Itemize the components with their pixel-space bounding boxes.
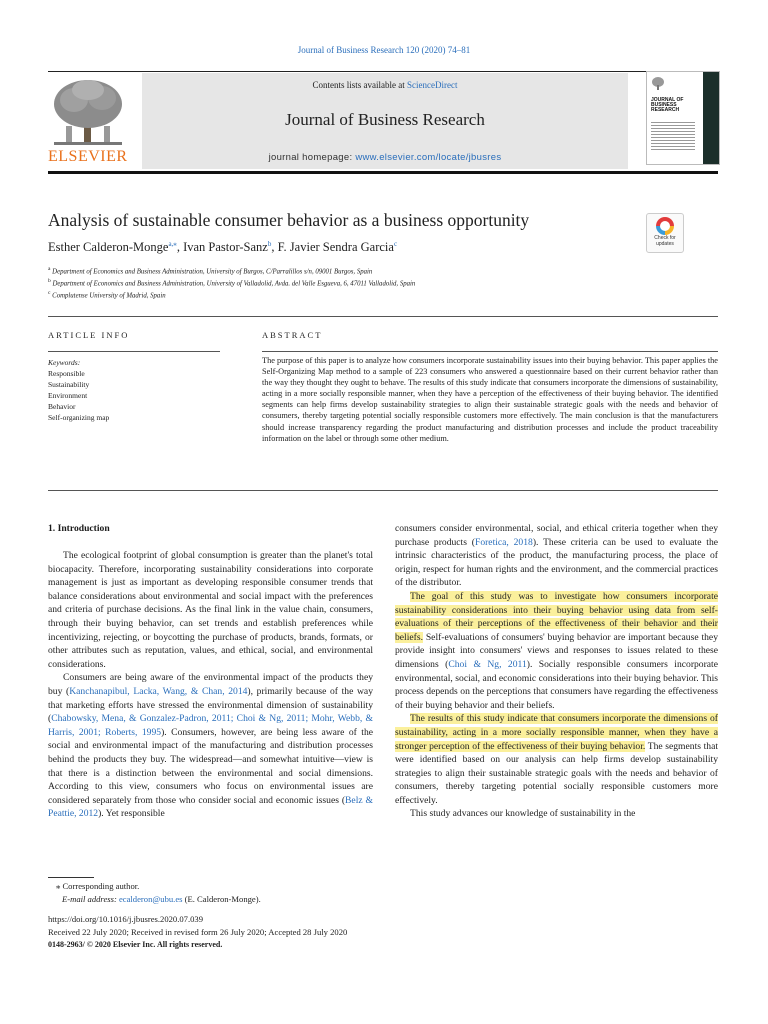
author-affiliation-marker[interactable]: b	[267, 240, 272, 248]
paragraph-text: Self-evaluations of consumers' buying behavior are important because they provide insight into consumers' views and responses to issues related to these dimensions (	[395, 631, 718, 670]
header-top-rule	[48, 71, 718, 72]
affiliation-marker: c	[48, 290, 51, 296]
author-affiliation-marker[interactable]: a,⁎	[168, 240, 177, 248]
citation-link[interactable]: Choi & Ng, 2011	[448, 658, 527, 670]
intro-paragraph-2	[48, 671, 373, 821]
author-list	[48, 240, 397, 255]
elsevier-wordmark: ELSEVIER	[48, 148, 128, 165]
check-updates-label: Check for updates	[654, 235, 676, 247]
section-heading-introduction: 1. Introduction	[48, 523, 110, 534]
body-left-column	[48, 549, 373, 821]
affiliation-marker: a	[48, 266, 51, 272]
check-for-updates-badge[interactable]	[646, 213, 684, 253]
citation-link[interactable]: Chabowsky, Mena, & Gonzalez-Padron, 2011; Choi & Ng, 2011; Mohr, Webb, & Harris, 2001; Roberts, 1995	[48, 713, 373, 738]
cover-tree-icon	[651, 76, 665, 90]
affiliation-marker: b	[48, 278, 51, 284]
citation-link[interactable]: Kanchanapibul, Lacka, Wang, & Chan, 2014	[69, 685, 248, 697]
keyword-item: Responsible	[48, 369, 85, 378]
check-updates-icon-center	[660, 221, 670, 231]
cover-stripe	[703, 72, 719, 164]
email-suffix: (E. Calderon-Monge).	[182, 894, 261, 904]
copyright-line: 0148-2963/ © 2020 Elsevier Inc. All rights reserved.	[48, 940, 223, 949]
email-label: E-mail address:	[62, 894, 119, 904]
journal-citation-link[interactable]: Journal of Business Research 120 (2020) 74–81	[297, 45, 471, 55]
abstract-bottom-rule	[48, 490, 718, 491]
corresponding-author-note: ⁎ Corresponding author.	[56, 881, 140, 891]
keyword-item: Sustainability	[48, 380, 90, 389]
intro-paragraph-5	[395, 712, 718, 807]
abstract-rule	[262, 351, 718, 352]
contents-line	[142, 80, 628, 90]
author-name[interactable]: , F. Javier Sendra Garcia	[271, 240, 394, 255]
info-top-rule	[48, 316, 718, 317]
intro-paragraph-6: This study advances our knowledge of sustainability in the	[410, 808, 636, 820]
email-link[interactable]: ecalderon@ubu.es	[118, 894, 183, 904]
paragraph-text: Consumers are being aware of the environmental impact of the products they buy (	[48, 672, 373, 697]
highlighted-text[interactable]: The results of this study indicate that consumers incorporate the dimensions of sustainability, acting in a more socially responsible manner, when they have a stronger perception of the effectiveness of their buying behavior.	[395, 713, 718, 752]
received-dates: Received 22 July 2020; Received in revised form 26 July 2020; Accepted 28 July 2020	[48, 927, 348, 937]
paragraph-text: consumers consider environmental, social, and ethical criteria together when they purchase products (	[395, 523, 718, 548]
elsevier-tree-logo	[48, 76, 128, 148]
affiliation-text: Complutense University of Madrid, Spain	[52, 292, 166, 300]
journal-cover-thumbnail[interactable]	[646, 71, 720, 165]
paragraph-text: ). Consumers, however, are being less aware of the social and environmental impact of the manufacturing and distribution processes behind the products they buy. The widespread—and somewhat intuitive—view is that there is a distinction between the environmental and social dimensions. According to this view, consumers who focus on environmental issues are considered separately from those who consider social and economic issues (	[48, 726, 374, 806]
contents-prefix: Contents lists available at	[312, 80, 407, 90]
paragraph-text: The segments that were identified based on our analysis can help firms develop sustainability strategies to align their sustainable strategic goals with the needs and behavior of consumers, thereby targeting potential socially responsible customers more effectively.	[395, 740, 718, 806]
body-right-column	[395, 522, 718, 821]
author-name[interactable]: Esther Calderon-Monge	[48, 240, 169, 255]
article-info-heading: ARTICLE INFO	[48, 330, 130, 340]
intro-paragraph-1: The ecological footprint of global consumption is greater than the planet's total biocapacity. Therefore, incorporating sustainability considerations into corporate management is just as important as developing responsible consumer trends that balance considerations about environmental and social impact with the preferences and criteria of purchase decisions. As the final link in the value chain, consumers, through their buying behavior, can set trends and establish preferences while incentivizing, rejecting, or boycotting the purchase of products, brands, formats, or other attributes such as reputation, values, and ethical, social, and environmental considerations.	[48, 550, 373, 670]
cover-text-lines	[651, 120, 695, 152]
affiliation-c	[48, 290, 166, 299]
keyword-item: Self-organizing map	[48, 413, 110, 422]
citation-link[interactable]: Foretica, 2018	[474, 536, 533, 548]
sciencedirect-link[interactable]: ScienceDirect	[407, 80, 458, 90]
homepage-link[interactable]: www.elsevier.com/locate/jbusres	[355, 152, 502, 163]
keyword-item: Behavior	[48, 402, 76, 411]
footnote-rule	[48, 877, 94, 878]
paragraph-text: ). These criteria can be used to evaluate the intrinsic characteristics of the product, the manufacturing process, the place of origin, respect for human rights and the environment, and the commercial practices of the distributor.	[395, 536, 718, 589]
email-note	[62, 894, 261, 904]
affiliation-a	[48, 266, 372, 275]
affiliation-text: Department of Economics and Business Administration, University of Burgos, C/Parralillos s/n, 09001 Burgos, Spain	[52, 268, 373, 276]
journal-homepage	[142, 152, 628, 163]
header-bottom-rule	[48, 171, 718, 174]
affiliation-text: Department of Economics and Business Administration, University of Valladolid, Avda. del Valle Esgueva, 6, 47011 Valladolid, Spain	[52, 280, 416, 288]
paragraph-text: ), primarily because of the way that marketing efforts have stressed the environmental dimension of sustainability (	[48, 685, 373, 725]
keyword-item: Environment	[48, 391, 88, 400]
homepage-prefix: journal homepage:	[268, 152, 356, 163]
abstract-text: The purpose of this paper is to analyze how consumers incorporate sustainability issues into their buying behavior. This paper applies the Self-Organizing Map method to a sample of 223 consumers who answered a questionnaire based on their current behavior rather than the way they thought they ought to behave. The results of this study indicate that consumers incorporate the dimensions of sustainability, acting in a more socially responsible manner, when they have a perception of the effectiveness of their buying behavior. The identified segments can help firms develop sustainability strategies to align their sustainable strategic goals with the needs and behavior of consumers, thereby targeting potential socially responsible customers more effectively. The main conclusion is that the manufacturers should increase transparency regarding the product manufacturing and distribution processes and include the product traceability information on the label or through some other medium.	[262, 356, 718, 443]
article-info-rule	[48, 351, 220, 352]
highlighted-text[interactable]: The goal of this study was to investigate how consumers incorporate sustainability considerations into their buying behavior using data from self-evaluations of their perceptions of the effectiveness of their behavior and their beliefs.	[395, 590, 718, 643]
intro-paragraph-4	[395, 590, 718, 712]
journal-title: Journal of Business Research	[285, 110, 485, 129]
affiliation-b	[48, 278, 415, 287]
article-title: Analysis of sustainable consumer behavior as a business opportunity	[48, 210, 530, 230]
paragraph-text: ). Yet responsible	[98, 808, 165, 820]
intro-paragraph-3	[395, 522, 718, 590]
citation-link[interactable]: Belz & Peattie, 2012	[48, 794, 373, 820]
paragraph-text: ). Socially responsible consumers incorporate environmental, social, and economic considerations into their buying behavior. This process depends on the perceptions that consumers have regarding the effectiveness of their buying behavior and their beliefs.	[395, 658, 718, 711]
abstract-heading: ABSTRACT	[262, 330, 323, 340]
keywords-label: Keywords:	[48, 358, 81, 367]
cover-title: JOURNAL OF BUSINESS RESEARCH	[651, 97, 684, 113]
author-name[interactable]: , Ivan Pastor-Sanz	[176, 240, 268, 255]
doi-link[interactable]: https://doi.org/10.1016/j.jbusres.2020.07.039	[48, 914, 204, 924]
author-affiliation-marker[interactable]: c	[393, 240, 398, 248]
